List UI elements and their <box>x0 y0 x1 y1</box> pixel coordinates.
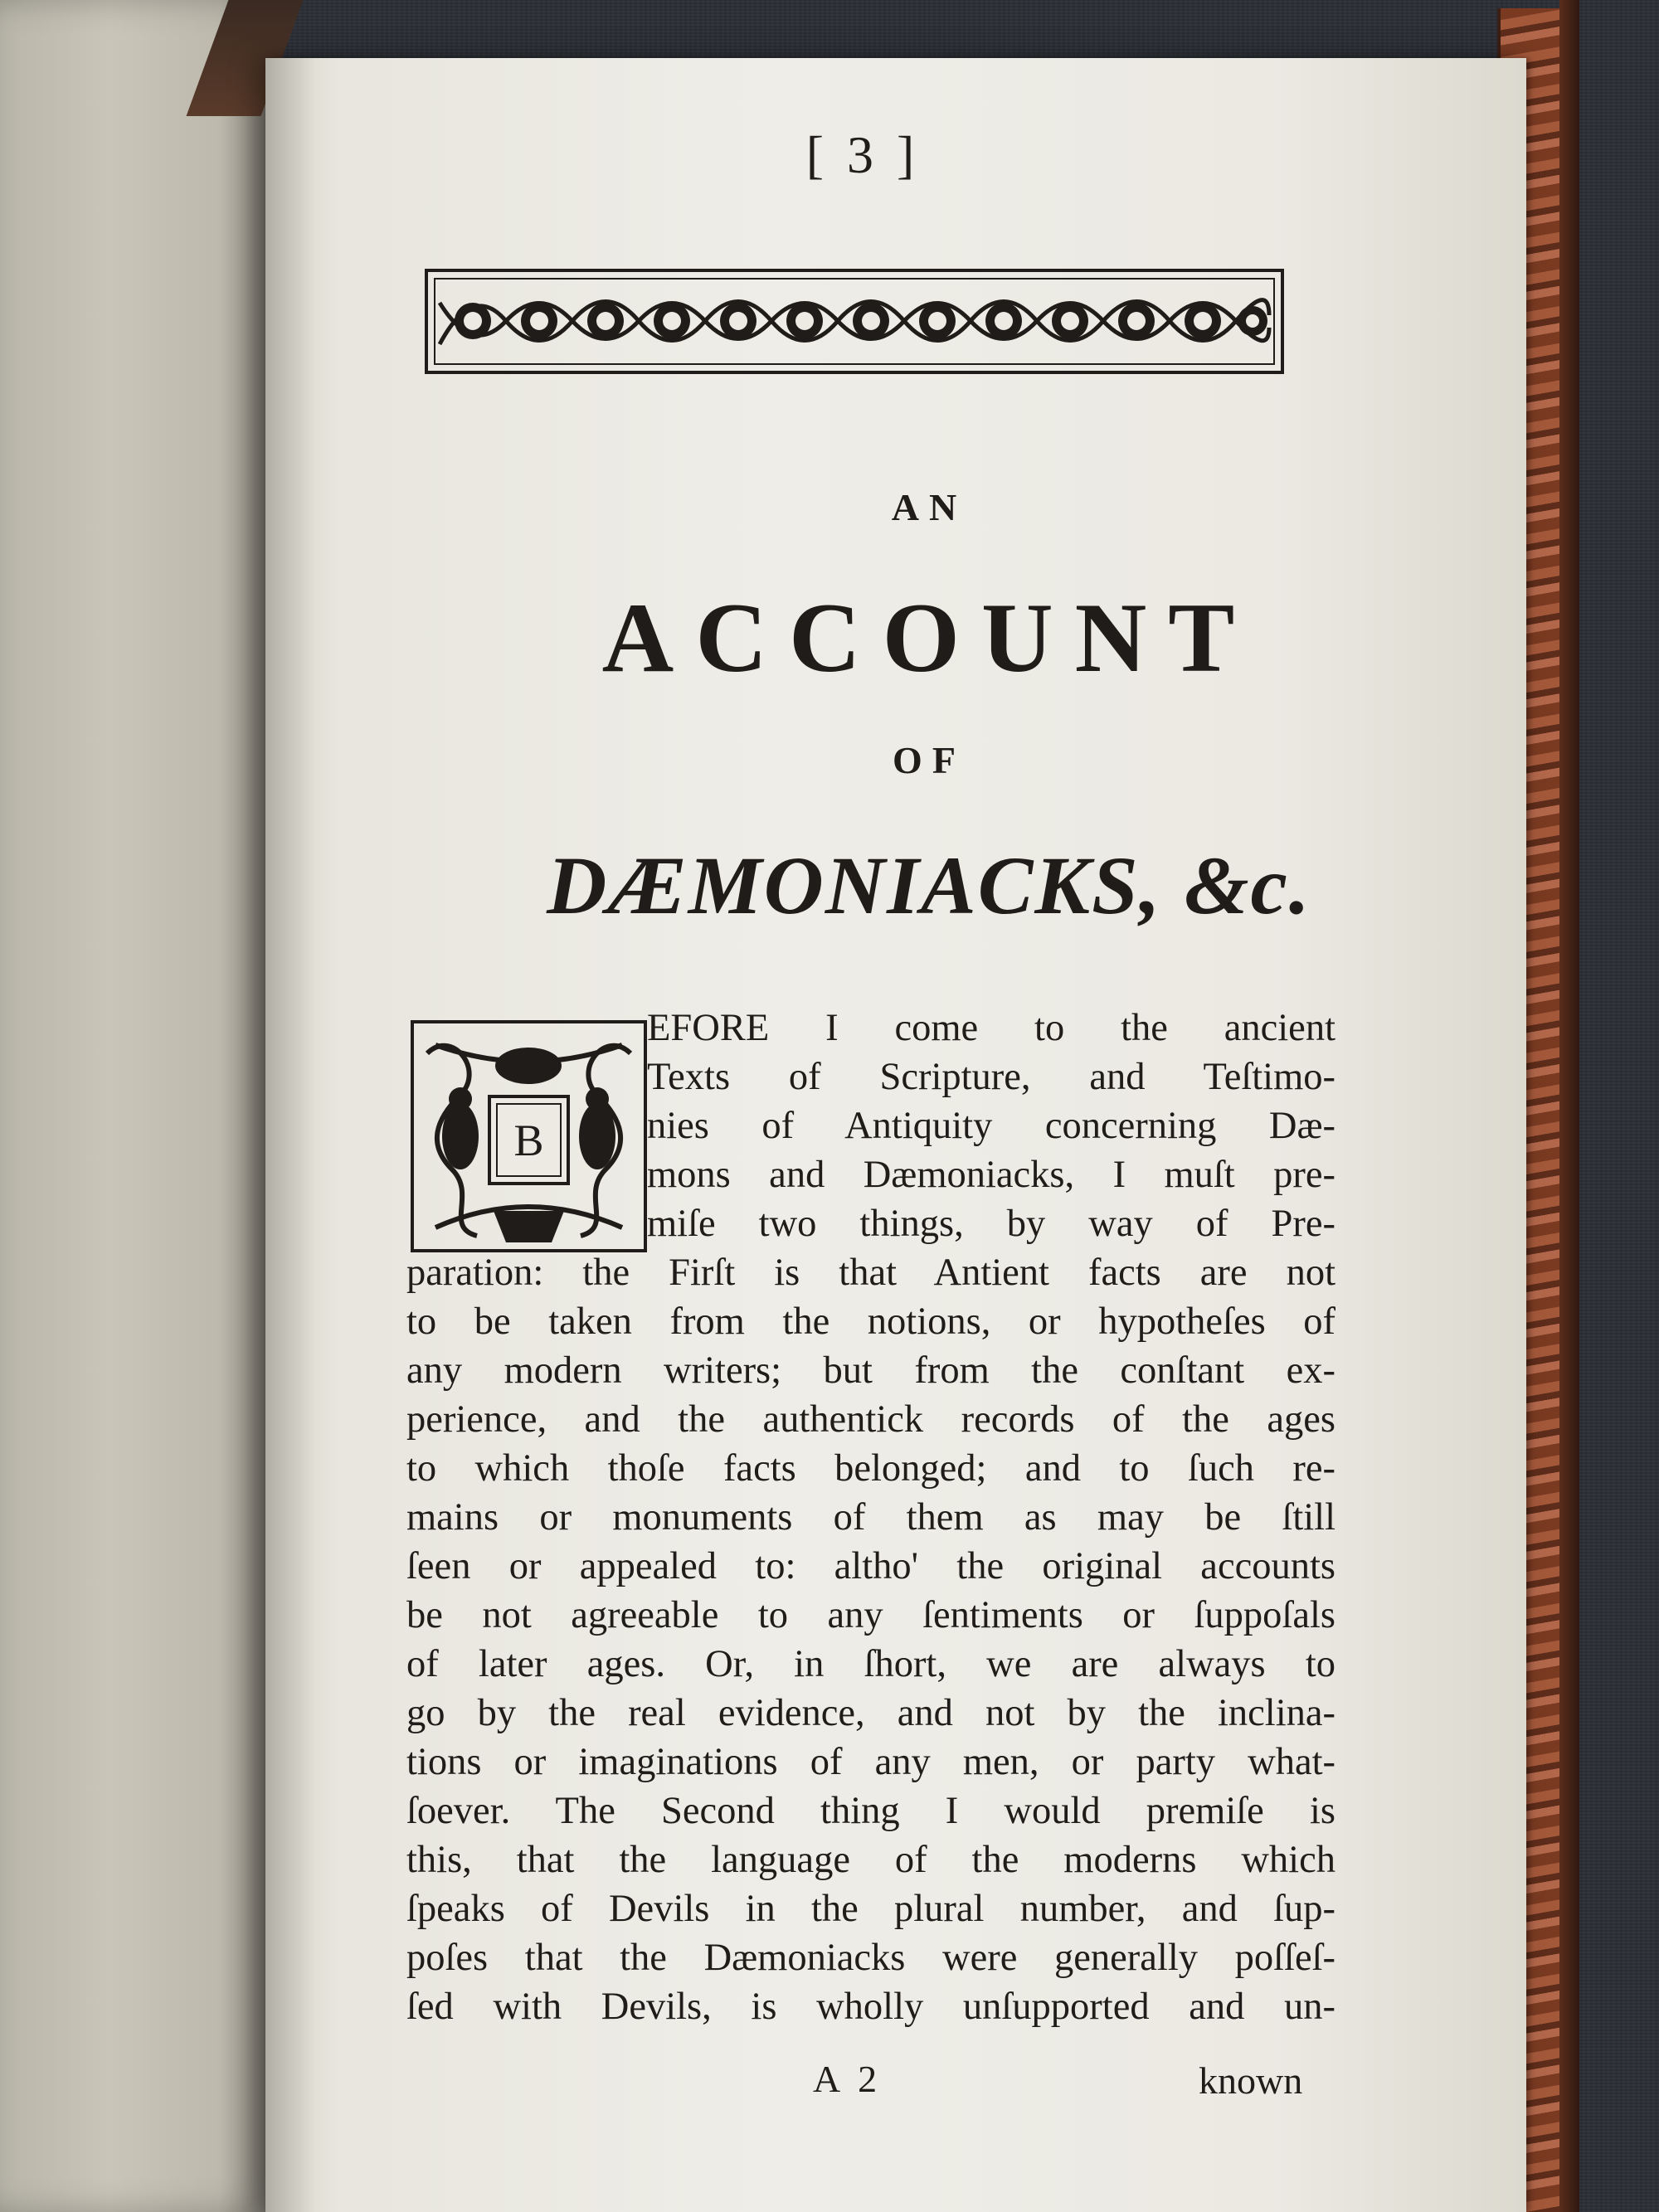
text-line: ſpeaks of Devils in the plural number, and ſup- <box>406 1888 1335 1930</box>
text-line: to which thoſe facts belonged; and to ſuch re- <box>406 1447 1335 1490</box>
text-line: to be taken from the notions, or hypotheſes of <box>406 1300 1335 1343</box>
text-line: of later ages. Or, in ſhort, we are always to <box>406 1643 1335 1685</box>
title-daemoniacks: DÆMONIACKS, &c. <box>547 839 1311 931</box>
text-line: mons and Dæmoniacks, I muſt pre- <box>647 1154 1335 1196</box>
text-line: any modern writers; but from the conſtant ex- <box>406 1349 1335 1392</box>
text-line: miſe two things, by way of Pre- <box>647 1203 1335 1245</box>
text-line: poſes that the Dæmoniacks were generally poſſeſ- <box>406 1937 1335 1979</box>
text-line: ſoever. The Second thing I would premiſe is <box>406 1790 1335 1832</box>
title-of: OF <box>893 739 966 781</box>
text-line: paration: the Firſt is that Antient facts are not <box>406 1252 1335 1294</box>
text-line: this, that the language of the moderns which <box>406 1839 1335 1881</box>
cover-rim <box>1559 0 1579 2212</box>
title-an: AN <box>891 486 967 528</box>
text-line: tions or imaginations of any men, or party what- <box>406 1741 1335 1783</box>
text-line: nies of Antiquity concerning Dæ- <box>647 1105 1335 1147</box>
text-line: EFORE I come to the ancient <box>647 1007 1335 1049</box>
text-line: be not agreeable to any ſentiments or ſuppoſals <box>406 1594 1335 1636</box>
ornamental-headpiece <box>423 265 1286 377</box>
text-line: Texts of Scripture, and Teſtimo- <box>647 1056 1335 1098</box>
text-line: mains or monuments of them as may be ſtill <box>406 1496 1335 1539</box>
text-line: ſeen or appealed to: altho' the original accounts <box>406 1545 1335 1587</box>
text-line: perience, and the authentick records of the ages <box>406 1398 1335 1441</box>
book-page <box>265 58 1526 2212</box>
left-flyleaf <box>0 0 274 2212</box>
signature-mark: A 2 <box>813 2058 883 2100</box>
initial-letter: B <box>513 1116 544 1165</box>
page-number: [ 3 ] <box>805 125 920 184</box>
catchword: known <box>1199 2059 1303 2102</box>
text-line: go by the real evidence, and not by the inclina- <box>406 1692 1335 1734</box>
text-line: ſed with Devils, is wholly unſupported and un- <box>406 1986 1335 2028</box>
page-gutter-shadow <box>265 58 315 2212</box>
title-account: ACCOUNT <box>601 582 1257 693</box>
body-text <box>406 1004 1335 2031</box>
